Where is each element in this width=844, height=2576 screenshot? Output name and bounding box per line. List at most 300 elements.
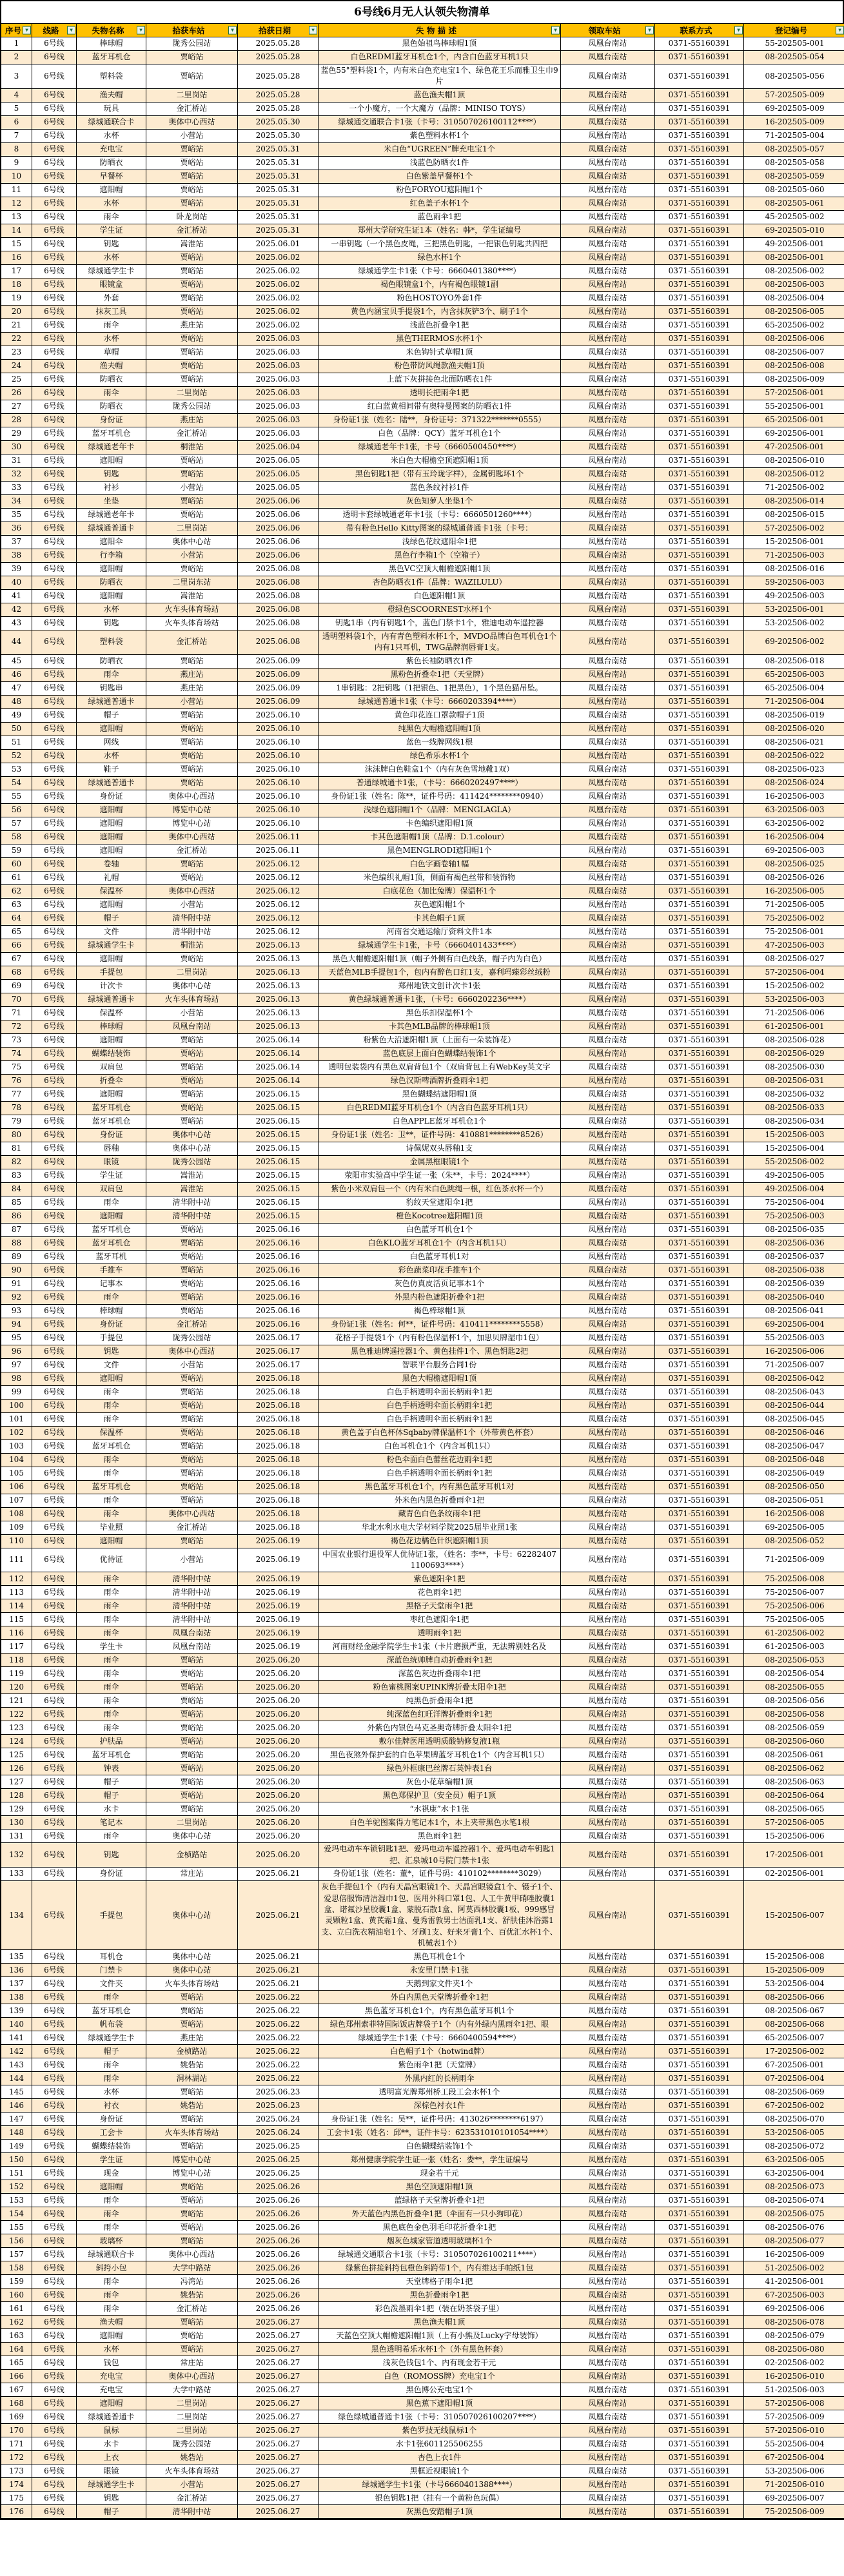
cell-description: 透明塑料袋1个，内有青色塑料水杯1个，MVDO品牌白色耳机仓1个内有1只耳机，TWG品牌润唇膏1支。 bbox=[319, 630, 561, 655]
cell-found-station: 贾峪站 bbox=[146, 495, 238, 509]
cell-pickup-station: 凤凰台南站 bbox=[561, 211, 655, 224]
cell-reg-number: 15-202506-002 bbox=[744, 980, 844, 993]
cell-line: 6号线 bbox=[32, 912, 77, 926]
cell-reg-number: 08-202506-059 bbox=[744, 1721, 844, 1735]
cell-pickup-station: 凤凰台南站 bbox=[561, 2492, 655, 2505]
cell-found-station: 贾峪站 bbox=[146, 1467, 238, 1481]
cell-item-name: 蓝牙耳机仓 bbox=[77, 1237, 146, 1251]
cell-seq: 128 bbox=[1, 1789, 32, 1802]
cell-found-station: 贾峪站 bbox=[146, 360, 238, 373]
cell-pickup-station: 凤凰台南站 bbox=[561, 1816, 655, 1830]
cell-line: 6号线 bbox=[32, 1237, 77, 1251]
cell-reg-number: 08-202506-065 bbox=[744, 1802, 844, 1816]
cell-item-name: 绿城通联合卡 bbox=[77, 2248, 146, 2261]
cell-seq: 39 bbox=[1, 563, 32, 576]
cell-pickup-station: 凤凰台南站 bbox=[561, 1654, 655, 1667]
cell-item-name: 早餐杯 bbox=[77, 170, 146, 184]
cell-line: 6号线 bbox=[32, 495, 77, 509]
cell-line: 6号线 bbox=[32, 2018, 77, 2031]
cell-contact: 0371-55160391 bbox=[655, 1494, 744, 1508]
cell-description: 诗佩妮双头唇釉1支 bbox=[319, 1142, 561, 1156]
cell-item-name: 渔夫帽 bbox=[77, 2316, 146, 2329]
cell-pickup-station: 凤凰台南站 bbox=[561, 2478, 655, 2492]
cell-item-name: 护肤品 bbox=[77, 1735, 146, 1748]
cell-description: 粉色HOSTOYO外套1件 bbox=[319, 292, 561, 306]
cell-found-date: 2025.06.01 bbox=[238, 238, 319, 251]
cell-found-date: 2025.06.18 bbox=[238, 1372, 319, 1386]
cell-reg-number: 08-202506-018 bbox=[744, 655, 844, 668]
cell-contact: 0371-55160391 bbox=[655, 2261, 744, 2275]
cell-item-name: 斜挎小包 bbox=[77, 2261, 146, 2275]
cell-pickup-station: 凤凰台南站 bbox=[561, 1775, 655, 1789]
cell-item-name: 雨伞 bbox=[77, 1572, 146, 1586]
cell-found-station: 贾峪站 bbox=[146, 64, 238, 89]
cell-item-name: 雨伞 bbox=[77, 2221, 146, 2234]
cell-contact: 0371-55160391 bbox=[655, 2221, 744, 2234]
cell-line: 6号线 bbox=[32, 224, 77, 238]
cell-reg-number: 08-202506-021 bbox=[744, 736, 844, 750]
cell-item-name: 眼镜 bbox=[77, 1156, 146, 1169]
cell-reg-number: 67-202506-001 bbox=[744, 2058, 844, 2072]
cell-contact: 0371-55160391 bbox=[655, 1372, 744, 1386]
cell-item-name: 钥匙 bbox=[77, 1345, 146, 1359]
cell-reg-number: 57-202505-009 bbox=[744, 89, 844, 102]
cell-pickup-station: 凤凰台南站 bbox=[561, 2288, 655, 2302]
cell-contact: 0371-55160391 bbox=[655, 576, 744, 590]
cell-found-date: 2025.06.16 bbox=[238, 1264, 319, 1278]
cell-description: 米白色“UGREEN”牌充电宝1个 bbox=[319, 143, 561, 157]
cell-line: 6号线 bbox=[32, 536, 77, 549]
cell-description: 透明包装袋内有黑色双肩背包1个（双肩背包上有WebKey英文字 bbox=[319, 1061, 561, 1075]
cell-contact: 0371-55160391 bbox=[655, 278, 744, 292]
cell-reg-number: 08-202506-076 bbox=[744, 2221, 844, 2234]
cell-item-name: 雨伞 bbox=[77, 1991, 146, 2004]
cell-seq: 33 bbox=[1, 482, 32, 495]
cell-reg-number: 16-202506-003 bbox=[744, 790, 844, 804]
cell-seq: 66 bbox=[1, 939, 32, 953]
cell-description: 上蓝下灰拼接色北面防晒衣1件 bbox=[319, 373, 561, 387]
cell-contact: 0371-55160391 bbox=[655, 844, 744, 858]
cell-line: 6号线 bbox=[32, 1224, 77, 1237]
cell-pickup-station: 凤凰台南站 bbox=[561, 1386, 655, 1400]
cell-reg-number: 69-202506-001 bbox=[744, 427, 844, 441]
cell-pickup-station: 凤凰台南站 bbox=[561, 319, 655, 333]
cell-line: 6号线 bbox=[32, 1950, 77, 1964]
cell-item-name: 双肩包 bbox=[77, 1061, 146, 1075]
cell-description: 黑色空顶遮阳帽1顶 bbox=[319, 2180, 561, 2194]
cell-found-date: 2025.06.03 bbox=[238, 400, 319, 414]
cell-found-station: 贾峪站 bbox=[146, 1264, 238, 1278]
cell-pickup-station: 凤凰台南站 bbox=[561, 1881, 655, 1950]
cell-item-name: 遮阳帽 bbox=[77, 723, 146, 736]
cell-description: 浅绿色遮阳帽1个（品牌：MENGLAGLA） bbox=[319, 804, 561, 817]
cell-item-name: 蓝牙耳机仓 bbox=[77, 2004, 146, 2018]
cell-seq: 135 bbox=[1, 1950, 32, 1964]
cell-found-station: 金汇桥站 bbox=[146, 224, 238, 238]
cell-seq: 58 bbox=[1, 831, 32, 844]
cell-found-station: 火车头体育场站 bbox=[146, 993, 238, 1007]
cell-pickup-station: 凤凰台南站 bbox=[561, 1868, 655, 1881]
cell-description: 身份证1张（姓名：何**，证件号码：410411********5558） bbox=[319, 1318, 561, 1332]
cell-found-station: 贾峪站 bbox=[146, 1681, 238, 1694]
cell-item-name: 学生证 bbox=[77, 224, 146, 238]
cell-line: 6号线 bbox=[32, 1467, 77, 1481]
cell-line: 6号线 bbox=[32, 655, 77, 668]
cell-contact: 0371-55160391 bbox=[655, 858, 744, 872]
cell-pickup-station: 凤凰台南站 bbox=[561, 2126, 655, 2140]
cell-seq: 119 bbox=[1, 1667, 32, 1681]
filter-icon[interactable]: ▼ bbox=[645, 26, 654, 35]
cell-reg-number: 08-202506-012 bbox=[744, 468, 844, 482]
cell-pickup-station: 凤凰台南站 bbox=[561, 1088, 655, 1102]
cell-pickup-station: 凤凰台南站 bbox=[561, 360, 655, 373]
cell-seq: 24 bbox=[1, 360, 32, 373]
cell-found-date: 2025.06.09 bbox=[238, 655, 319, 668]
cell-pickup-station: 凤凰台南站 bbox=[561, 1169, 655, 1183]
cell-seq: 144 bbox=[1, 2072, 32, 2085]
cell-found-date: 2025.06.08 bbox=[238, 630, 319, 655]
cell-item-name: 钥匙 bbox=[77, 468, 146, 482]
cell-reg-number: 08-202506-024 bbox=[744, 777, 844, 790]
cell-pickup-station: 凤凰台南站 bbox=[561, 1440, 655, 1454]
cell-found-station: 清华附中站 bbox=[146, 926, 238, 939]
cell-found-station: 奥体中心站 bbox=[146, 1950, 238, 1964]
cell-contact: 0371-55160391 bbox=[655, 1278, 744, 1291]
cell-item-name: 草帽 bbox=[77, 346, 146, 360]
cell-description: 白色遮阳帽1顶 bbox=[319, 590, 561, 603]
cell-contact: 0371-55160391 bbox=[655, 2018, 744, 2031]
cell-seq: 27 bbox=[1, 400, 32, 414]
cell-description: 透明雨伞1把 bbox=[319, 1626, 561, 1640]
cell-found-date: 2025.06.20 bbox=[238, 1802, 319, 1816]
cell-found-station: 贾峪站 bbox=[146, 1775, 238, 1789]
cell-line: 6号线 bbox=[32, 872, 77, 885]
cell-contact: 0371-55160391 bbox=[655, 1251, 744, 1264]
cell-seq: 136 bbox=[1, 1964, 32, 1977]
cell-pickup-station: 凤凰台南站 bbox=[561, 1991, 655, 2004]
cell-found-station: 贾峪站 bbox=[146, 777, 238, 790]
cell-found-date: 2025.06.18 bbox=[238, 1494, 319, 1508]
cell-item-name: 遮阳帽 bbox=[77, 899, 146, 912]
cell-reg-number: 71-202506-006 bbox=[744, 1007, 844, 1020]
cell-reg-number: 08-202506-036 bbox=[744, 1237, 844, 1251]
cell-item-name: 棒球帽 bbox=[77, 1020, 146, 1034]
cell-seq: 34 bbox=[1, 495, 32, 509]
cell-reg-number: 08-202506-048 bbox=[744, 1454, 844, 1467]
cell-item-name: 遮阳帽 bbox=[77, 2180, 146, 2194]
cell-pickup-station: 凤凰台南站 bbox=[561, 966, 655, 980]
cell-found-station: 清华附中站 bbox=[146, 1210, 238, 1224]
cell-item-name: 门禁卡 bbox=[77, 1964, 146, 1977]
cell-seq: 102 bbox=[1, 1427, 32, 1440]
filter-icon[interactable]: ▼ bbox=[228, 26, 237, 35]
filter-icon[interactable]: ▼ bbox=[309, 26, 317, 35]
cell-found-station: 贾峪站 bbox=[146, 1721, 238, 1735]
cell-found-station: 小营站 bbox=[146, 1359, 238, 1372]
cell-reg-number: 59-202506-003 bbox=[744, 576, 844, 590]
cell-contact: 0371-55160391 bbox=[655, 2288, 744, 2302]
cell-item-name: 帽子 bbox=[77, 2045, 146, 2058]
cell-reg-number: 71-202506-005 bbox=[744, 899, 844, 912]
cell-seq: 157 bbox=[1, 2248, 32, 2261]
cell-description: 黑色夜煞外保护套的白色苹果牌蓝牙耳机仓1个（内含耳机1只） bbox=[319, 1748, 561, 1762]
cell-line: 6号线 bbox=[32, 1681, 77, 1694]
cell-seq: 64 bbox=[1, 912, 32, 926]
cell-description: 天蓝色空顶大帽檐遮阳帽1顶（上有小熊及Lucky字母装饰） bbox=[319, 2329, 561, 2343]
cell-reg-number: 75-202506-005 bbox=[744, 1613, 844, 1626]
cell-seq: 19 bbox=[1, 292, 32, 306]
cell-line: 6号线 bbox=[32, 64, 77, 89]
cell-found-station: 奥体中心站 bbox=[146, 1830, 238, 1843]
cell-line: 6号线 bbox=[32, 1694, 77, 1708]
cell-pickup-station: 凤凰台南站 bbox=[561, 170, 655, 184]
cell-reg-number: 08-202506-006 bbox=[744, 333, 844, 346]
cell-seq: 156 bbox=[1, 2234, 32, 2248]
cell-found-date: 2025.06.02 bbox=[238, 292, 319, 306]
cell-line: 6号线 bbox=[32, 1802, 77, 1816]
cell-found-station: 奥体中心西站 bbox=[146, 831, 238, 844]
cell-reg-number: 71-202506-009 bbox=[744, 1548, 844, 1573]
cell-found-date: 2025.06.26 bbox=[238, 2221, 319, 2234]
cell-found-date: 2025.06.10 bbox=[238, 723, 319, 736]
cell-found-date: 2025.06.21 bbox=[238, 1964, 319, 1977]
cell-description: 卡其色遮阳帽1顶（品牌：D.1.colour） bbox=[319, 831, 561, 844]
cell-found-date: 2025.06.20 bbox=[238, 1708, 319, 1721]
cell-reg-number: 47-202506-001 bbox=[744, 441, 844, 454]
cell-reg-number: 15-202506-001 bbox=[744, 536, 844, 549]
cell-line: 6号线 bbox=[32, 2329, 77, 2343]
cell-line: 6号线 bbox=[32, 1830, 77, 1843]
filter-icon[interactable]: ▼ bbox=[836, 26, 844, 35]
cell-description: 蓝绿格子天堂牌折叠伞1把 bbox=[319, 2194, 561, 2207]
cell-contact: 0371-55160391 bbox=[655, 1305, 744, 1318]
cell-seq: 15 bbox=[1, 238, 32, 251]
cell-description: 外黑内粉色遮阳折叠伞1把 bbox=[319, 1291, 561, 1305]
cell-pickup-station: 凤凰台南站 bbox=[561, 306, 655, 319]
cell-found-date: 2025.05.28 bbox=[238, 51, 319, 64]
cell-reg-number: 08-202505-058 bbox=[744, 157, 844, 170]
cell-item-name: 遮阳帽 bbox=[77, 2397, 146, 2410]
cell-description: 白色手柄透明伞面长柄雨伞1把 bbox=[319, 1413, 561, 1427]
cell-found-station: 贾峪站 bbox=[146, 709, 238, 723]
cell-contact: 0371-55160391 bbox=[655, 1654, 744, 1667]
cell-reg-number: 16-202506-004 bbox=[744, 831, 844, 844]
cell-line: 6号线 bbox=[32, 630, 77, 655]
cell-description: 深棕色衬衣1件 bbox=[319, 2099, 561, 2113]
cell-item-name: 鞋子 bbox=[77, 763, 146, 777]
cell-found-date: 2025.06.15 bbox=[238, 1088, 319, 1102]
cell-description: 纯黑色折叠雨伞1把 bbox=[319, 1694, 561, 1708]
cell-reg-number: 75-202506-001 bbox=[744, 926, 844, 939]
cell-pickup-station: 凤凰台南站 bbox=[561, 603, 655, 617]
cell-reg-number: 02-202506-002 bbox=[744, 2356, 844, 2370]
cell-found-date: 2025.06.26 bbox=[238, 2275, 319, 2288]
cell-found-date: 2025.06.22 bbox=[238, 2018, 319, 2031]
cell-seq: 73 bbox=[1, 1034, 32, 1048]
cell-item-name: 雨伞 bbox=[77, 1494, 146, 1508]
cell-seq: 32 bbox=[1, 468, 32, 482]
cell-pickup-station: 凤凰台南站 bbox=[561, 790, 655, 804]
cell-line: 6号线 bbox=[32, 1115, 77, 1129]
header-found-station: 拾获车站 ▼ bbox=[146, 24, 238, 37]
cell-seq: 147 bbox=[1, 2113, 32, 2126]
cell-line: 6号线 bbox=[32, 2383, 77, 2397]
cell-item-name: 耳机仓 bbox=[77, 1950, 146, 1964]
cell-line: 6号线 bbox=[32, 1305, 77, 1318]
cell-description: 黑色乐扣保温杯1个 bbox=[319, 1007, 561, 1020]
cell-line: 6号线 bbox=[32, 2343, 77, 2356]
cell-found-date: 2025.06.15 bbox=[238, 1142, 319, 1156]
cell-item-name: 遮阳帽 bbox=[77, 1034, 146, 1048]
cell-contact: 0371-55160391 bbox=[655, 2397, 744, 2410]
cell-found-date: 2025.06.26 bbox=[238, 2288, 319, 2302]
cell-reg-number: 08-202506-005 bbox=[744, 306, 844, 319]
cell-reg-number: 08-202506-037 bbox=[744, 1251, 844, 1264]
cell-found-date: 2025.06.26 bbox=[238, 2194, 319, 2207]
cell-seq: 107 bbox=[1, 1494, 32, 1508]
cell-contact: 0371-55160391 bbox=[655, 1102, 744, 1115]
cell-seq: 118 bbox=[1, 1654, 32, 1667]
cell-item-name: 雨伞 bbox=[77, 1694, 146, 1708]
cell-found-date: 2025.05.31 bbox=[238, 143, 319, 157]
cell-seq: 164 bbox=[1, 2343, 32, 2356]
cell-found-station: 小营站 bbox=[146, 696, 238, 709]
cell-found-station: 奥体中心西站 bbox=[146, 2248, 238, 2261]
cell-found-date: 2025.06.08 bbox=[238, 590, 319, 603]
cell-pickup-station: 凤凰台南站 bbox=[561, 1224, 655, 1237]
cell-found-station: 贾峪站 bbox=[146, 1048, 238, 1061]
cell-pickup-station: 凤凰台南站 bbox=[561, 238, 655, 251]
cell-pickup-station: 凤凰台南站 bbox=[561, 197, 655, 211]
cell-contact: 0371-55160391 bbox=[655, 872, 744, 885]
cell-reg-number: 57-202506-005 bbox=[744, 1816, 844, 1830]
cell-found-station: 贾峪站 bbox=[146, 2207, 238, 2221]
cell-reg-number: 08-202506-030 bbox=[744, 1061, 844, 1075]
cell-item-name: 绿城通普通卡 bbox=[77, 522, 146, 536]
cell-line: 6号线 bbox=[32, 102, 77, 116]
cell-line: 6号线 bbox=[32, 1535, 77, 1548]
cell-found-date: 2025.06.15 bbox=[238, 1102, 319, 1115]
cell-found-date: 2025.06.02 bbox=[238, 265, 319, 278]
cell-line: 6号线 bbox=[32, 1762, 77, 1775]
cell-found-station: 嵩淮站 bbox=[146, 590, 238, 603]
cell-seq: 37 bbox=[1, 536, 32, 549]
cell-seq: 139 bbox=[1, 2004, 32, 2018]
filter-icon[interactable]: ▼ bbox=[23, 26, 31, 35]
cell-pickup-station: 凤凰台南站 bbox=[561, 858, 655, 872]
cell-found-station: 贾峪站 bbox=[146, 2180, 238, 2194]
cell-found-date: 2025.06.27 bbox=[238, 2505, 319, 2519]
cell-contact: 0371-55160391 bbox=[655, 522, 744, 536]
cell-contact: 0371-55160391 bbox=[655, 1881, 744, 1950]
cell-seq: 106 bbox=[1, 1481, 32, 1494]
cell-found-date: 2025.06.27 bbox=[238, 2437, 319, 2451]
cell-reg-number: 08-202506-061 bbox=[744, 1748, 844, 1762]
cell-line: 6号线 bbox=[32, 2288, 77, 2302]
cell-line: 6号线 bbox=[32, 993, 77, 1007]
cell-pickup-station: 凤凰台南站 bbox=[561, 899, 655, 912]
cell-line: 6号线 bbox=[32, 590, 77, 603]
cell-found-date: 2025.06.03 bbox=[238, 427, 319, 441]
cell-description: 绿色水杯1个 bbox=[319, 251, 561, 265]
cell-seq: 159 bbox=[1, 2275, 32, 2288]
cell-found-date: 2025.06.27 bbox=[238, 2478, 319, 2492]
filter-icon[interactable]: ▼ bbox=[137, 26, 145, 35]
cell-line: 6号线 bbox=[32, 668, 77, 682]
cell-item-name: 雨伞 bbox=[77, 1667, 146, 1681]
filter-icon[interactable]: ▼ bbox=[734, 26, 743, 35]
cell-found-station: 贾峪站 bbox=[146, 1427, 238, 1440]
cell-description: 黑色蓝牙耳机仓1个，内有黑色蓝牙耳机1对 bbox=[319, 1481, 561, 1494]
cell-item-name: 手提包 bbox=[77, 1881, 146, 1950]
cell-contact: 0371-55160391 bbox=[655, 1830, 744, 1843]
cell-reg-number: 16-202506-005 bbox=[744, 885, 844, 899]
cell-item-name: 帽子 bbox=[77, 2505, 146, 2519]
cell-reg-number: 57-202506-008 bbox=[744, 2397, 844, 2410]
cell-description: 白色APPLE蓝牙耳机仓1个 bbox=[319, 1115, 561, 1129]
cell-line: 6号线 bbox=[32, 441, 77, 454]
cell-found-station: 贾峪站 bbox=[146, 1694, 238, 1708]
cell-description: 白色蓝牙耳机仓1个 bbox=[319, 1224, 561, 1237]
cell-seq: 42 bbox=[1, 603, 32, 617]
cell-description: 外黑内红的长柄雨伞 bbox=[319, 2072, 561, 2085]
filter-icon[interactable]: ▼ bbox=[551, 26, 560, 35]
cell-pickup-station: 凤凰台南站 bbox=[561, 1843, 655, 1868]
cell-contact: 0371-55160391 bbox=[655, 184, 744, 197]
cell-found-station: 贾峪站 bbox=[146, 763, 238, 777]
cell-found-station: 贾峪站 bbox=[146, 306, 238, 319]
cell-line: 6号线 bbox=[32, 1156, 77, 1169]
cell-contact: 0371-55160391 bbox=[655, 1088, 744, 1102]
cell-description: 烟灰色城家管道透明玻璃杯1个 bbox=[319, 2234, 561, 2248]
cell-line: 6号线 bbox=[32, 2221, 77, 2234]
cell-seq: 174 bbox=[1, 2478, 32, 2492]
cell-reg-number: 08-202506-007 bbox=[744, 346, 844, 360]
cell-seq: 92 bbox=[1, 1291, 32, 1305]
cell-line: 6号线 bbox=[32, 2058, 77, 2072]
cell-reg-number: 49-202506-004 bbox=[744, 1183, 844, 1196]
cell-found-date: 2025.05.30 bbox=[238, 130, 319, 143]
cell-found-station: 二里岗站 bbox=[146, 522, 238, 536]
cell-seq: 81 bbox=[1, 1142, 32, 1156]
cell-found-station: 贾峪站 bbox=[146, 1708, 238, 1721]
cell-item-name: 折叠伞 bbox=[77, 1075, 146, 1088]
cell-contact: 0371-55160391 bbox=[655, 2302, 744, 2316]
cell-description: 橙色Kocotree遮阳帽1顶 bbox=[319, 1210, 561, 1224]
cell-contact: 0371-55160391 bbox=[655, 1427, 744, 1440]
cell-item-name: 蓝牙耳机 bbox=[77, 1251, 146, 1264]
cell-line: 6号线 bbox=[32, 804, 77, 817]
cell-contact: 0371-55160391 bbox=[655, 1386, 744, 1400]
cell-description: 白色KLO蓝牙耳机仓1个（内含耳机1只） bbox=[319, 1237, 561, 1251]
filter-icon[interactable]: ▼ bbox=[67, 26, 75, 35]
cell-found-station: 陇秀公园站 bbox=[146, 1156, 238, 1169]
cell-found-date: 2025.06.24 bbox=[238, 2113, 319, 2126]
cell-pickup-station: 凤凰台南站 bbox=[561, 2072, 655, 2085]
cell-contact: 0371-55160391 bbox=[655, 89, 744, 102]
cell-item-name: 雨伞 bbox=[77, 319, 146, 333]
cell-contact: 0371-55160391 bbox=[655, 1762, 744, 1775]
cell-reg-number: 08-202506-014 bbox=[744, 495, 844, 509]
cell-seq: 67 bbox=[1, 953, 32, 966]
cell-item-name: 帽子 bbox=[77, 1789, 146, 1802]
cell-found-station: 贾峪站 bbox=[146, 723, 238, 736]
cell-pickup-station: 凤凰台南站 bbox=[561, 2329, 655, 2343]
cell-found-date: 2025.06.09 bbox=[238, 696, 319, 709]
cell-pickup-station: 凤凰台南站 bbox=[561, 224, 655, 238]
cell-contact: 0371-55160391 bbox=[655, 1789, 744, 1802]
cell-found-date: 2025.06.19 bbox=[238, 1640, 319, 1654]
